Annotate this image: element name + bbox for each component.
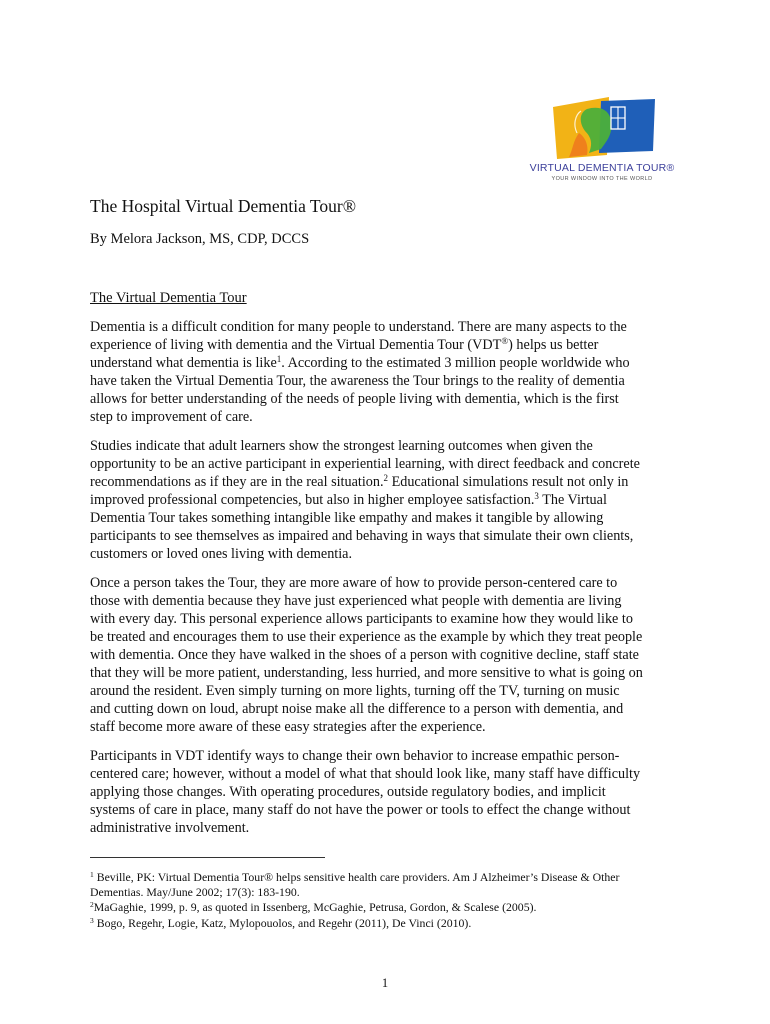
footnote-ref-1: 1	[276, 354, 282, 365]
logo-title: VIRTUAL DEMENTIA TOUR®	[529, 162, 675, 174]
text-line: Studies indicate that adult learners show the strongest learning outcomes when given the	[90, 437, 593, 454]
text-line: participants to see themselves as impaired and behaving in ways that simulate their own clients,	[90, 528, 634, 545]
footnote-2: $^2$MaGaghie, 1999, p. 9, as quoted in Issenberg, McGaghie, Petrusa, Gordon, & Scalese (2005).	[90, 900, 537, 915]
text-line: be treated and encourages them to use their experience as the example by which they treat people	[90, 628, 643, 645]
text-line: Dementia Tour takes something intangible like empathy and makes it tangible by allowing	[90, 509, 604, 526]
footnote-divider	[90, 857, 325, 858]
text-line: Once a person takes the Tour, they are more aware of how to provide person-centered care to	[90, 574, 618, 591]
text-line: centered care; however, without a model of what that should look like, many staff have difficulty	[90, 765, 641, 782]
text-line: Dementia is a difficult condition for many people to understand. There are many aspects to the	[90, 319, 627, 335]
footnote-ref-3: 3	[534, 490, 539, 501]
text-line: administrative involvement.	[90, 819, 250, 836]
text-line: allows for better understanding of the needs of people living with dementia, which is the first	[90, 391, 619, 408]
text-line: applying those changes. With operating procedures, outside regulatory bodies, and implicit	[90, 783, 606, 800]
footnote-3: $^3$ Bogo, Regehr, Logie, Katz, Mylopouolos, and Regehr (2011), De Vinci (2010).	[90, 915, 472, 930]
footnote-1-continued: Dementias. May/June 2002; 17(3): 183-190.	[90, 885, 300, 900]
logo-graphic	[549, 93, 659, 159]
document-title: The Hospital Virtual Dementia Tour®	[90, 196, 357, 216]
paragraph-3	[90, 574, 690, 736]
page-number: 1	[381, 976, 389, 990]
text-line: experience of living with dementia and the Virtual Dementia Tour (VDT®) helps us better	[90, 336, 599, 354]
text-line: staff become more aware of these easy strategies after the experience.	[90, 718, 486, 735]
text-line: around the resident. Even simply turning on more lights, turning off the TV, turning on music	[90, 682, 620, 699]
text-line: customers or loved ones living with dementia.	[90, 546, 353, 563]
paragraph-2	[90, 437, 690, 563]
text-line: those with dementia because they have just experienced what people with dementia are living	[90, 592, 622, 609]
registered-mark: ®	[501, 336, 509, 347]
text-line: have taken the Virtual Dementia Tour, the awareness the Tour brings to the reality of dementia	[90, 373, 625, 390]
logo-tagline: YOUR WINDOW INTO THE WORLD	[551, 176, 653, 182]
text-line: understand what dementia is like$^1$. According to the estimated 3 million people worldwide who	[90, 354, 630, 372]
text-line: with every day. This personal experience allows participants to examine how they would like to	[90, 610, 633, 627]
text-line: and cutting down on loud, abrupt noise make all the difference to a person with dementia, and	[90, 700, 624, 717]
document-body	[90, 318, 690, 847]
paragraph-1	[90, 318, 690, 426]
text-line: improved professional competencies, but also in higher employee satisfaction.$^3$ The Virtual	[90, 490, 607, 508]
paragraph-4	[90, 747, 690, 837]
footnotes	[90, 870, 690, 931]
text-line: opportunity to be an active participant in experiential learning, with direct feedback and concrete	[90, 455, 640, 472]
text-line: systems of care in place, many staff do not have the power or tools to effect the change without	[90, 801, 631, 818]
text-line: with dementia. Once they have walked in the shoes of a person with cognitive decline, staff state	[90, 646, 639, 663]
virtual-dementia-tour-logo	[527, 93, 677, 193]
footnote-1: $^1$ Beville, PK: Virtual Dementia Tour® helps sensitive health care providers. Am J Alzheimer’s Disease & Other	[90, 870, 620, 884]
text-line: recommendations as if they are in the real situation.$^2$ Educational simulations result not only in	[90, 472, 629, 490]
author-byline: By Melora Jackson, MS, CDP, DCCS	[90, 231, 310, 247]
footnote-ref-2: 2	[383, 472, 389, 483]
text-line: Participants in VDT identify ways to change their own behavior to increase empathic person-	[90, 747, 620, 764]
text-line: that they will be more patient, understanding, less hurried, and more sensitive to what is going on	[90, 664, 643, 681]
text-line: step to improvement of care.	[90, 409, 253, 426]
section-heading: The Virtual Dementia Tour	[90, 290, 247, 306]
